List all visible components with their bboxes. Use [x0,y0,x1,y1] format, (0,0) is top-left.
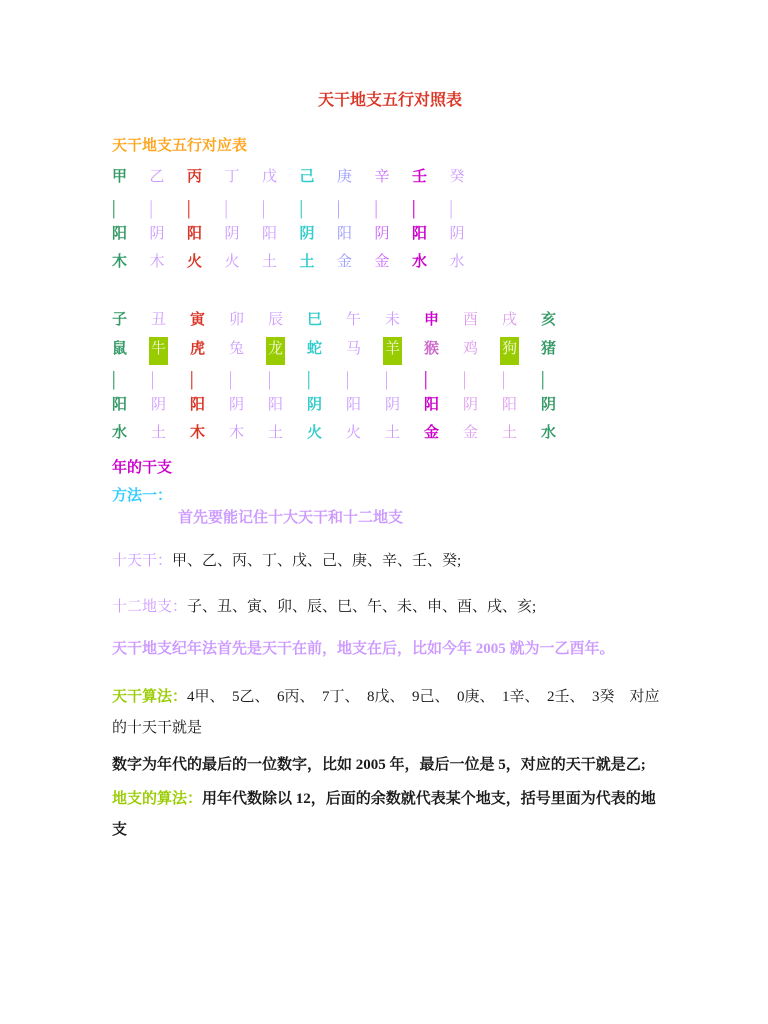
bar-glyph: | [112,368,116,390]
element-char: 金 [337,254,353,270]
element-char: 土 [299,254,315,270]
digit-rule-paragraph: 数字为年代的最后的一位数字，比如 2005 年，最后一位是 5，对应的天干就是乙; [112,757,646,773]
yinyang-char: 阳 [412,226,428,242]
branch-char: 亥 [541,312,557,328]
yinyang-char: 阴 [374,226,390,242]
element-char: 金 [463,425,479,441]
element-char: 火 [346,425,362,441]
branch-algorithm-text: 用年代数除以 12，后面的余数就代表某个地支，括号里面为代表的地支 [112,791,656,838]
yinyang-char: 阳 [262,226,278,242]
stem-char: 辛 [374,169,390,185]
ten-stems-label: 十天干： [112,553,173,569]
stem-char: 庚 [337,169,353,185]
element-char: 土 [262,254,278,270]
yinyang-char: 阳 [424,397,440,413]
table-column [229,307,268,450]
bar-glyph: | [385,368,389,390]
table-column [541,307,580,450]
bar-glyph: | [449,197,453,219]
stem-char: 戊 [262,169,278,185]
stem-char: 己 [299,169,315,185]
branch-char: 巳 [307,312,323,328]
table-column [190,307,229,450]
bar-glyph: | [346,368,350,390]
bar-glyph: | [424,368,428,390]
table-column [346,307,385,450]
branch-algorithm-label: 地支的算法： [112,791,203,807]
element-char: 木 [229,425,245,441]
jinian-rule-note: 天干地支纪年法首先是天干在前，地支在后，比如今年 2005 就为一乙酉年。 [112,641,615,657]
element-char: 土 [385,425,401,441]
branch-char: 申 [424,312,440,328]
element-char: 土 [268,425,284,441]
page-title: 天干地支五行对照表 [317,92,462,109]
branch-char: 酉 [463,312,479,328]
element-char: 水 [412,254,428,270]
animal-char: 猪 [541,341,557,357]
yinyang-char: 阳 [187,226,203,242]
element-char: 土 [502,425,518,441]
yinyang-char: 阳 [268,397,284,413]
element-char: 土 [151,425,167,441]
yinyang-char: 阳 [337,226,353,242]
element-char: 木 [149,254,165,270]
table-column [307,307,346,450]
element-char: 水 [112,425,128,441]
twelve-branches-list: 子、丑、寅、卯、辰、巳、午、未、申、酉、戌、亥; [187,599,537,615]
table-column [112,164,150,279]
table-column [150,164,188,279]
yinyang-char: 阳 [112,226,128,242]
table-column [187,164,225,279]
yinyang-char: 阴 [149,226,165,242]
bar-glyph: | [463,368,467,390]
yinyang-char: 阳 [346,397,362,413]
yinyang-char: 阳 [190,397,206,413]
branch-char: 丑 [151,312,167,328]
element-char: 水 [449,254,465,270]
stem-algorithm-line [112,682,668,744]
animal-char: 马 [346,341,362,357]
element-char: 火 [224,254,240,270]
table-column [502,307,541,450]
table-column [268,307,307,450]
table-column [151,307,190,450]
table-column [375,164,413,279]
bar-glyph: | [187,197,191,219]
section-heading-correspondence-table: 天干地支五行对应表 [112,138,248,154]
table-column [337,164,375,279]
bar-glyph: | [374,197,378,219]
branch-char: 午 [346,312,362,328]
yinyang-char: 阳 [502,397,518,413]
stem-char: 乙 [149,169,165,185]
bar-glyph: | [502,368,506,390]
bar-glyph: | [262,197,266,219]
yinyang-char: 阴 [229,397,245,413]
animal-char: 羊 [383,337,402,365]
bar-glyph: | [224,197,228,219]
bar-glyph: | [412,197,416,219]
table-column [463,307,502,450]
yinyang-char: 阴 [385,397,401,413]
bar-glyph: | [541,368,545,390]
table-column [299,164,341,279]
remember-note: 首先要能记住十大天干和十二地支 [178,510,404,526]
yinyang-char: 阴 [463,397,479,413]
yinyang-char: 阳 [112,397,128,413]
bar-glyph: | [190,368,194,390]
table-column [385,307,424,450]
section-heading-method-one: 方法一： [112,488,173,504]
branch-algorithm-line [112,784,668,846]
stem-char: 甲 [112,169,128,185]
animal-char: 龙 [266,337,285,365]
animal-char: 鼠 [112,341,128,357]
bar-glyph: | [112,197,116,219]
stem-char: 丁 [224,169,240,185]
bar-glyph: | [268,368,272,390]
element-char: 金 [374,254,390,270]
bar-glyph: | [337,197,341,219]
yinyang-char: 阴 [224,226,240,242]
animal-char: 狗 [500,337,519,365]
ten-stems-list: 甲、乙、丙、丁、戊、己、庚、辛、壬、癸; [172,553,462,569]
bar-glyph: | [299,197,304,219]
element-char: 金 [424,425,440,441]
table-column [412,164,450,279]
heavenly-stems-table [112,164,668,279]
twelve-branches-label: 十二地支： [112,599,188,615]
animal-char: 蛇 [307,341,323,357]
ten-stems-line [112,550,668,572]
table-column [424,307,463,450]
bar-glyph: | [149,197,153,219]
element-char: 木 [112,254,128,270]
yinyang-char: 阴 [449,226,465,242]
element-char: 木 [190,425,206,441]
yinyang-char: 阴 [307,397,323,413]
stem-char: 丙 [187,169,203,185]
bar-glyph: | [151,368,155,390]
branch-char: 戌 [502,312,518,328]
animal-char: 兔 [229,341,245,357]
section-heading-year-ganzhi: 年的干支 [112,460,173,476]
yinyang-char: 阴 [541,397,557,413]
animal-char: 鸡 [463,341,479,357]
animal-char: 牛 [149,337,168,365]
twelve-branches-line [112,596,668,618]
yinyang-char: 阴 [299,226,315,242]
animal-char: 虎 [190,341,206,357]
stem-char: 壬 [412,169,428,185]
stem-algorithm-label: 天干算法： [112,689,188,705]
branch-char: 未 [385,312,401,328]
element-char: 水 [541,425,557,441]
bar-glyph: | [307,368,311,390]
yinyang-char: 阴 [151,397,167,413]
branch-char: 子 [112,312,128,328]
branch-char: 寅 [190,312,206,328]
stem-algorithm-text: 4甲、 5乙、 6丙、 7丁、 8戊、 9己、 0庚、 1辛、 2壬、 3癸 对应的十天干就是 [112,689,660,736]
table-column [262,164,300,279]
bar-glyph: | [229,368,233,390]
element-char: 火 [187,254,203,270]
earthly-branches-table [112,307,668,450]
branch-char: 辰 [268,312,284,328]
element-char: 火 [307,425,323,441]
table-column [112,307,151,450]
table-column [224,164,266,279]
branch-char: 卯 [229,312,245,328]
stem-char: 癸 [449,169,465,185]
animal-char: 猴 [424,341,440,357]
table-column [450,164,488,279]
